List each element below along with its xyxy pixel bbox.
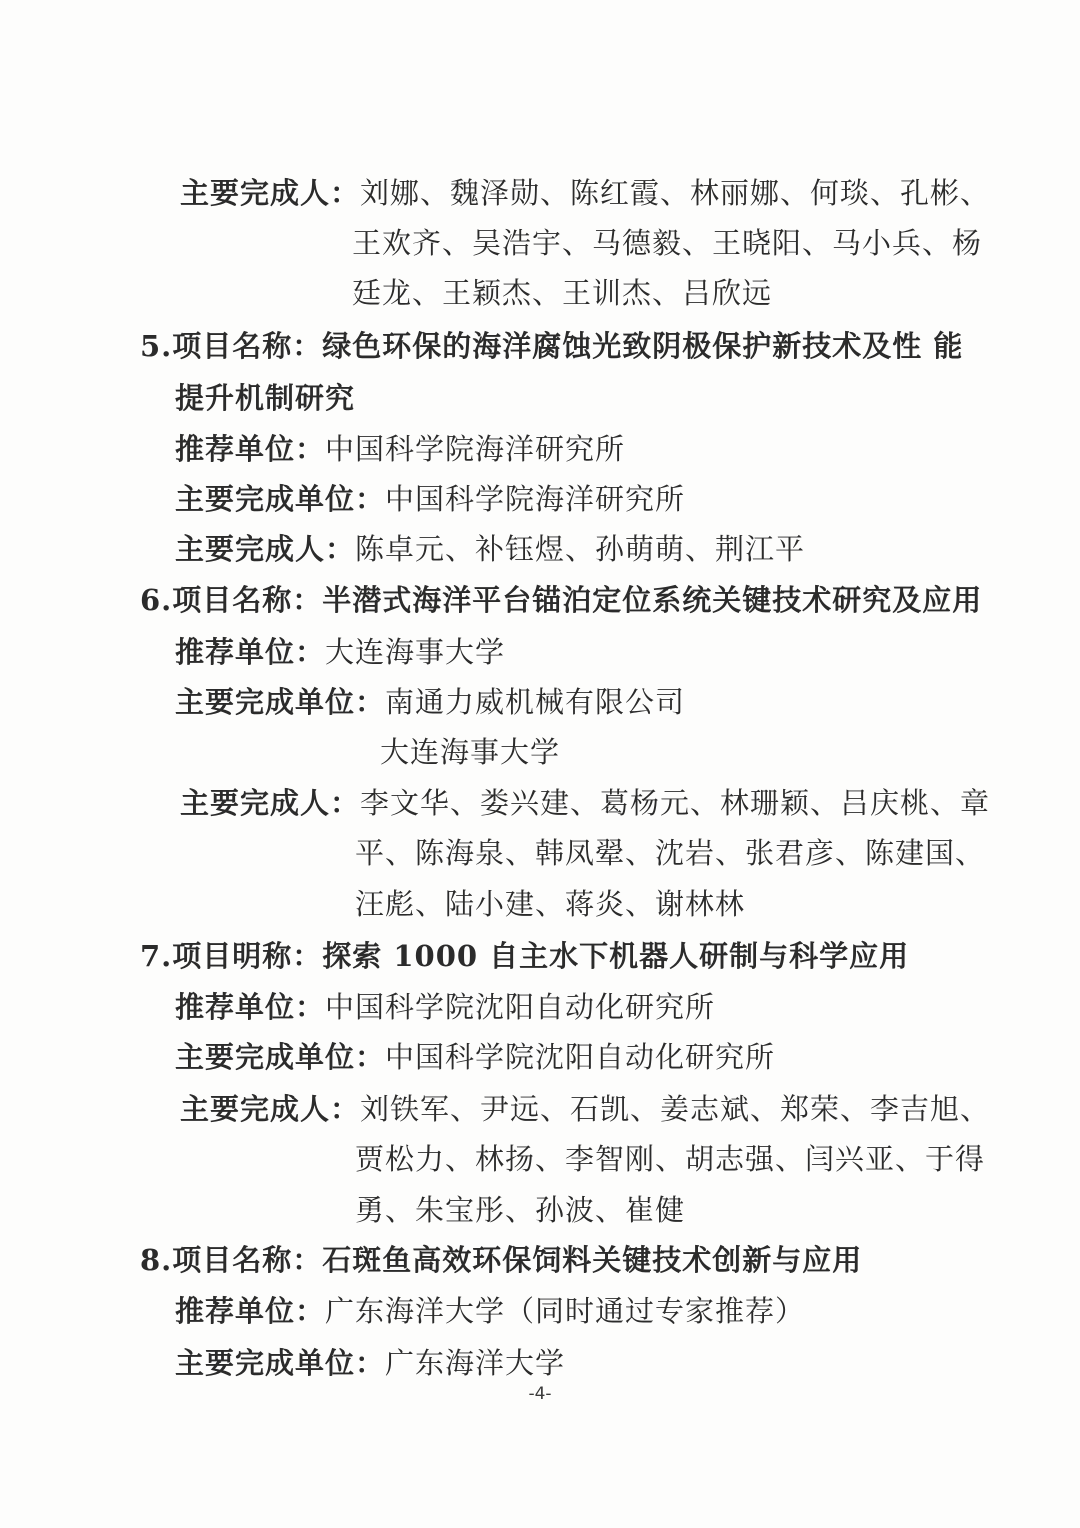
- p4-completers-line-1: [180, 173, 990, 213]
- project-7-title: 7.项目明称：探索 1000 自主水下机器人研制与科学应用: [140, 939, 910, 973]
- field-label: 主要完成人：: [180, 786, 361, 820]
- project-6-units: [175, 682, 685, 722]
- field-label: 推荐单位：: [175, 635, 326, 669]
- project-5-title: 5.项目名称：绿色环保的海洋腐蚀光致阴极保护新技术及性 能: [140, 329, 964, 363]
- field-label: 主要完成单位：: [175, 685, 386, 719]
- project-8-units: [175, 1343, 565, 1383]
- p4-completers-line-2: 王欢齐、吴浩宇、马德毅、王晓阳、马小兵、杨: [352, 226, 983, 260]
- field-value: 李文华、娄兴建、葛杨元、林珊颖、吕庆桃、章: [360, 786, 991, 820]
- project-6-recommender: [175, 632, 505, 672]
- field-label: 主要完成人：: [180, 176, 361, 210]
- page-number: -4-: [528, 1384, 552, 1404]
- field-value: 中国科学院沈阳自动化研究所: [385, 1040, 776, 1074]
- project-6-title: 6.项目名称：半潜式海洋平台锚泊定位系统关键技术研究及应用: [140, 583, 983, 617]
- field-value: 广东海洋大学: [385, 1346, 566, 1380]
- field-label: 主要完成单位：: [175, 1346, 386, 1380]
- field-label: 推荐单位：: [175, 432, 326, 466]
- field-value: 陈卓元、补钰煜、孙萌萌、荆江平: [355, 532, 806, 566]
- field-value: 刘娜、魏泽勋、陈红霞、林丽娜、何琰、孔彬、: [360, 176, 991, 210]
- project-5-recommender: [175, 429, 625, 469]
- field-value: 中国科学院海洋研究所: [385, 482, 686, 516]
- field-value: 中国科学院沈阳自动化研究所: [325, 990, 716, 1024]
- field-value: 大连海事大学: [325, 635, 506, 669]
- project-5-completers: [175, 529, 805, 569]
- project-8-recommender: [175, 1291, 805, 1331]
- project-5-units: [175, 479, 685, 519]
- project-7-completers-line-1: [180, 1089, 990, 1129]
- project-7-completers-line-2: 贾松力、林扬、李智刚、胡志强、闫兴亚、于得: [355, 1142, 986, 1176]
- field-label: 主要完成人：: [175, 532, 356, 566]
- field-value: 中国科学院海洋研究所: [325, 432, 626, 466]
- field-label: 推荐单位：: [175, 990, 326, 1024]
- project-6-units-cont: 大连海事大学: [380, 735, 561, 769]
- field-label: 推荐单位：: [175, 1294, 326, 1328]
- project-6-completers-line-1: [180, 783, 990, 823]
- project-7-recommender: [175, 987, 715, 1027]
- field-value: 南通力威机械有限公司: [385, 685, 686, 719]
- project-7-units: [175, 1037, 775, 1077]
- field-label: 主要完成单位：: [175, 482, 386, 516]
- field-value: 刘铁军、尹远、石凯、姜志斌、郑荣、李吉旭、: [360, 1092, 991, 1126]
- project-8-title: 8.项目名称：石斑鱼高效环保饲料关键技术创新与应用: [140, 1243, 863, 1277]
- field-label: 主要完成单位：: [175, 1040, 386, 1074]
- field-value: 广东海洋大学（同时通过专家推荐）: [325, 1294, 806, 1328]
- field-label: 主要完成人：: [180, 1092, 361, 1126]
- project-6-completers-line-2: 平、陈海泉、韩凤翚、沈岩、张君彦、陈建国、: [355, 836, 986, 870]
- p4-completers-line-3: 廷龙、王颖杰、王训杰、吕欣远: [352, 276, 773, 310]
- project-7-completers-line-3: 勇、朱宝彤、孙波、崔健: [355, 1193, 686, 1227]
- project-5-title-cont: 提升机制研究: [175, 381, 356, 415]
- project-6-completers-line-3: 汪彪、陆小建、蒋炎、谢林林: [355, 887, 746, 921]
